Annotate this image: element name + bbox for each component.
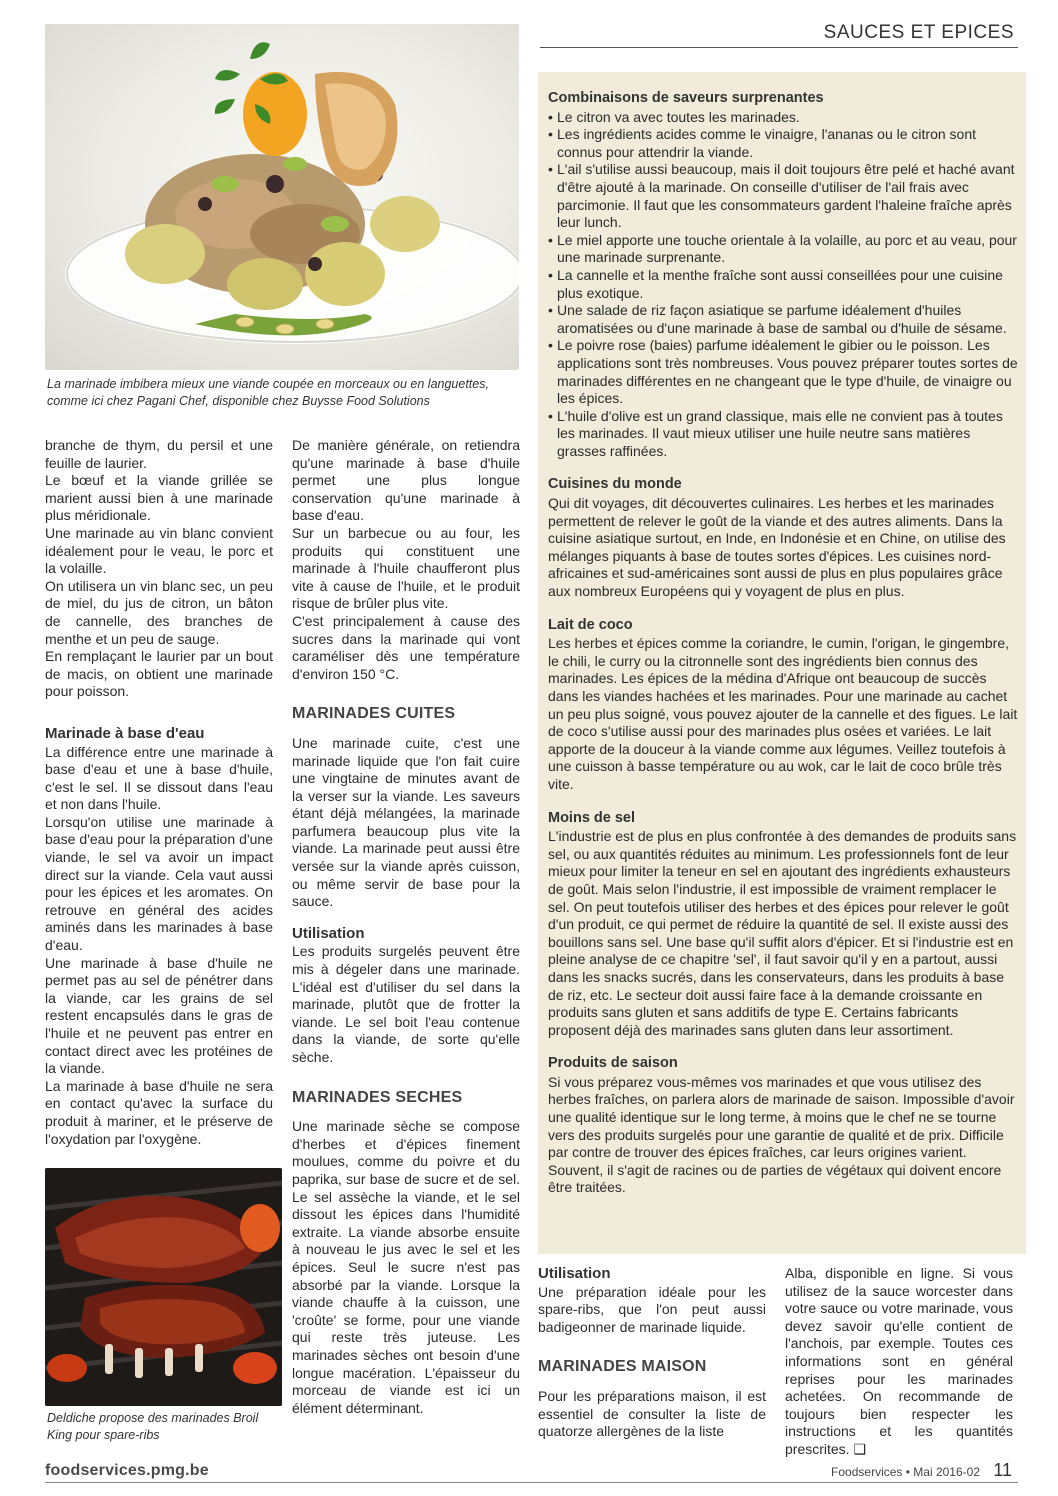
paragraph: En remplaçant le laurier par un bout de macis, on obtient une marinade pour poisson.: [45, 648, 273, 700]
paragraph: La différence entre une marinade à base d'eau et une à base d'huile, c'est le sel. Il se dissout dans l'eau et non dans l'huile.: [45, 743, 273, 813]
paragraph: Les produits surgelés peuvent être mis à dégeler dans une marinade. L'idéal est d'utiliser du sel dans la marinade, plutôt que de frotter la viande. Le sel boit l'eau contenue dans la viande, de sorte qu'elle sèche.: [292, 943, 520, 1065]
section-divider: [540, 47, 1018, 48]
bullet-marker: •: [548, 126, 553, 143]
footer-divider: [45, 1482, 1018, 1483]
section-heading: MARINADES CUITES: [292, 705, 456, 723]
bullet-item: • L'huile d'olive est un grand classique, mais elle ne convient pas à toutes les marinades. Il vaut mieux utiliser une huile neutre sans matières grasses raffinées.: [548, 407, 1003, 459]
paragraph: C'est principalement à cause des sucres dans la marinade qui vont caraméliser dès une température d'environ 150 °C.: [292, 612, 520, 682]
bullet-item: • Le miel apporte une touche orientale à la volaille, au porc et au veau, pour une marinade surprenante.: [548, 231, 1017, 266]
footer-issue: Foodservices • Mai 2016-02: [831, 1465, 980, 1479]
paragraph: Alba, disponible en ligne. Si vous utilisez de la sauce worcester dans votre sauce ou votre marinade, vous devez savoir qu'elle contient de l'anchois, par exemple. Toutes ces informations sont en général reprises pour les marinades achetées. On recommande de toujours bien respecter les instructions et les quantités prescrites. ❑: [785, 1265, 1013, 1457]
section-heading: MARINADES SECHES: [292, 1088, 463, 1106]
paragraph: Une marinade sèche se compose d'herbes et d'épices finement moulues, comme du poivre et du paprika, sur base de sucre et de sel. Le sel assèche la viande, et le sel dissout les épices dans l'humidité extraite. La viande absorbe ensuite à nouveau le jus avec le sel et les épices. Seul le sucre n'est pas absorbé par la viande. Lorsque la viande chauffe à la cuisson, une 'croûte' se forme, pour une viande qui reste très juteuse. Les marinades sèches ont besoin d'une longue macération. L'épaisseur du morceau de viande est ici un élément déterminant.: [292, 1118, 520, 1416]
subheading: Marinade à base d'eau: [45, 724, 205, 742]
sidebar-heading: Cuisines du monde: [548, 476, 682, 493]
bullet-marker: •: [548, 266, 553, 283]
bullet-item: • Les ingrédients acides comme le vinaigre, l'ananas ou le citron sont connus pour attendrir la viande.: [548, 126, 977, 160]
section-heading: MARINADES MAISON: [538, 1358, 707, 1376]
paragraph: Si vous préparez vous-mêmes vos marinades et que vous utilisez des herbes fraîches, on parlera alors de marinade de saison. Impossible d'avoir une qualité identique sur le long terme, à moins que le chef ne se tourne vers des produits surgelés pour une garantie de qualité et de prix. Difficile par contre de trouver des épices fraîches, car leurs origines varient. Souvent, il s'agit de racines ou de parties de végétaux qui doivent encore être traitées.: [548, 1073, 1015, 1196]
bullet-marker: •: [548, 302, 553, 319]
section-title: SAUCES ET EPICES: [823, 22, 1014, 43]
bullet-marker: •: [548, 231, 553, 248]
ribs-photo: [45, 1168, 282, 1406]
page-number: 11: [993, 1460, 1012, 1480]
subheading: Utilisation: [538, 1265, 611, 1282]
sidebar-section: [548, 810, 1020, 1040]
paragraph: branche de thym, du persil et une feuille de laurier.: [45, 437, 273, 471]
bullet-item: • Le poivre rose (baies) parfume idéalement le gibier ou le poisson. Les applications sont très nombreuses. Vous pouvez préparer toutes sortes de marinades différentes en ne changeant que le type d'huile, de vinaigre ou les épices.: [548, 337, 1018, 407]
paragraph: Une préparation idéale pour les spare-ribs, que l'on peut aussi badigeonner de marinade liquide.: [538, 1283, 766, 1335]
sidebar-section: [548, 90, 1020, 460]
paragraph: L'industrie est de plus en plus confrontée à des demandes de produits sans sel, ou aux quantités réduites au minimum. Les professionnels font de leur mieux pour limiter la teneur en sel en ajoutant des ingrédients exhausteurs de goût. Mais selon l'industrie, il est impossible de vraiment remplacer le sel. On peut toutefois utiliser des herbes et des épices pour relever le goût d'un produit, ce qui permet de réduire la quantité de sel. Il existe aussi des bouillons sans sel. Une base qu'il suffit alors d'épicer. Et si l'industrie est en pleine analyse de ce chapitre 'sel', il faut savoir qu'il y en a partout, aussi dans les snacks sucrés, dans les conservateurs, dans les produits à base de riz, etc. Le secteur doit aussi faire face à la demande croissante en produits sans gluten et sans additifs de type E. Certains fabricants proposent déjà des marinades sans gluten dans leur assortiment.: [548, 828, 1017, 1038]
dish-illustration: [45, 24, 519, 370]
sidebar-heading: Produits de saison: [548, 1055, 678, 1072]
paragraph: Une marinade au vin blanc convient idéalement pour le veau, le porc et la volaille.: [45, 524, 273, 577]
sidebar-section: [548, 1055, 1020, 1197]
dish-photo: [45, 24, 519, 370]
paragraph: Une marinade cuite, c'est une marinade liquide que l'on fait cuire une vingtaine de minutes avant de la verser sur la viande. Les saveurs étant déjà mélangées, la marinade parfumera beaucoup plus vite la viande. La marinade peut aussi être versée sur la viande après cuisson, ou même servir de base pour la sauce.: [292, 734, 520, 910]
photo-caption: Deldiche propose des marinades Broil King pour spare-ribs: [47, 1411, 259, 1442]
bullet-marker: •: [548, 407, 553, 424]
sidebar-content: [548, 90, 1020, 1213]
article-column-3: [538, 1265, 766, 1441]
bullet-item: • Le citron va avec toutes les marinades.: [548, 108, 800, 125]
sidebar-heading: Moins de sel: [548, 809, 636, 826]
paragraph: Les herbes et épices comme la coriandre, le cumin, l'origan, le gingembre, le chili, le curry ou la citronnelle sont des ingrédients bien connus des marinades. Les épices de la médina d'Afrique ont beaucoup de succès dans les viandes hachées et les marinades. Pour une marinade au cachet un peu plus soigné, vous pouvez ajouter de la cannelle et des figues. Le lait de coco s'utilise aussi pour des marinades plus osées et variées. Le lait apporte de la douceur à la viande comme aux légumes. Veillez toutefois à une cuisson à basse température ou au wok, car le lait de coco brûle très vite.: [548, 635, 1018, 792]
end-mark-icon: ❑: [853, 1440, 867, 1457]
bullet-marker: •: [548, 337, 553, 354]
paragraph: On utilisera un vin blanc sec, un peu de miel, du jus de citron, un bâton de cannelle, des branches de menthe et un peu de sauge.: [45, 577, 273, 647]
sidebar-heading: Lait de coco: [548, 616, 633, 633]
ribs-illustration: [45, 1168, 282, 1406]
paragraph: La marinade à base d'huile ne sera en contact qu'avec la surface du produit à mariner, et le préserve de l'oxydation par l'oxygène.: [45, 1077, 273, 1147]
photo-caption: La marinade imbibera mieux une viande coupée en morceaux ou en languettes, comme ici chez Pagani Chef, disponible chez Buysse Food Solutions: [47, 377, 489, 408]
bullet-item: • Une salade de riz façon asiatique se parfume idéalement d'huiles aromatisées ou d'une marinade à base de sambal ou d'huile de sésame.: [548, 302, 1007, 336]
sidebar-section: [548, 617, 1020, 794]
article-column-2: [292, 437, 520, 1417]
paragraph: Une marinade à base d'huile ne permet pas au sel de pénétrer dans la viande, car les grains de sel restent encapsulés dans le gras de l'huile et ne peuvent pas entrer en contact direct avec les protéines de la viande.: [45, 954, 273, 1077]
sidebar-section: [548, 476, 1020, 600]
bullet-marker: •: [548, 161, 553, 178]
sidebar-heading: Combinaisons de saveurs surprenantes: [548, 90, 824, 106]
subheading: Utilisation: [292, 924, 365, 942]
paragraph: De manière générale, on retiendra qu'une marinade à base d'huile permet une plus longue conservation qu'une marinade à base d'eau.: [292, 437, 520, 524]
footer-website-link[interactable]: foodservices.pmg.be: [45, 1462, 209, 1479]
paragraph: Pour les préparations maison, il est essentiel de consulter la liste de quatorze allergènes de la liste: [538, 1387, 766, 1440]
paragraph: Qui dit voyages, dit découvertes culinaires. Les herbes et les marinades permettent de relever le goût de la viande et des autres aliments. Dans la cuisine asiatique surtout, en Inde, en Indonésie et en Chine, on utilise des mélanges piquants à base de toutes sortes d'épices. Les cuisines nord-africaines et sud-américaines sont aussi de plus en plus populaires grâce aux nombreux Européens qui y voyagent de plus en plus.: [548, 495, 1006, 600]
article-column-1: [45, 437, 273, 1148]
bullet-item: • L'ail s'utilise aussi beaucoup, mais il doit toujours être pelé et haché avant d'être ajouté à la marinade. On conseille d'utiliser de l'ail frais avec parcimonie. Il faut que les consommateurs gardent l'haleine fraîche après leur lunch.: [548, 161, 1015, 231]
article-column-4: [785, 1265, 1013, 1459]
paragraph: Le bœuf et la viande grillée se marient aussi bien à une marinade plus méridionale.: [45, 472, 273, 524]
paragraph: Lorsqu'on utilise une marinade à base d'eau pour la préparation d'une viande, le sel va avoir un impact direct sur la viande. Cela vaut aussi pour les épices et les aromates. On retrouve en général des acides aminés dans les marinades à base d'eau.: [45, 813, 273, 954]
paragraph: Sur un barbecue ou au four, les produits qui constituent une marinade à l'huile chaufferont plus vite à cause de l'huile, et le produit risque de brûler plus vite.: [292, 524, 520, 612]
bullet-item: • La cannelle et la menthe fraîche sont aussi conseillées pour une cuisine plus exotique.: [548, 266, 1003, 301]
bullet-marker: •: [548, 108, 553, 125]
